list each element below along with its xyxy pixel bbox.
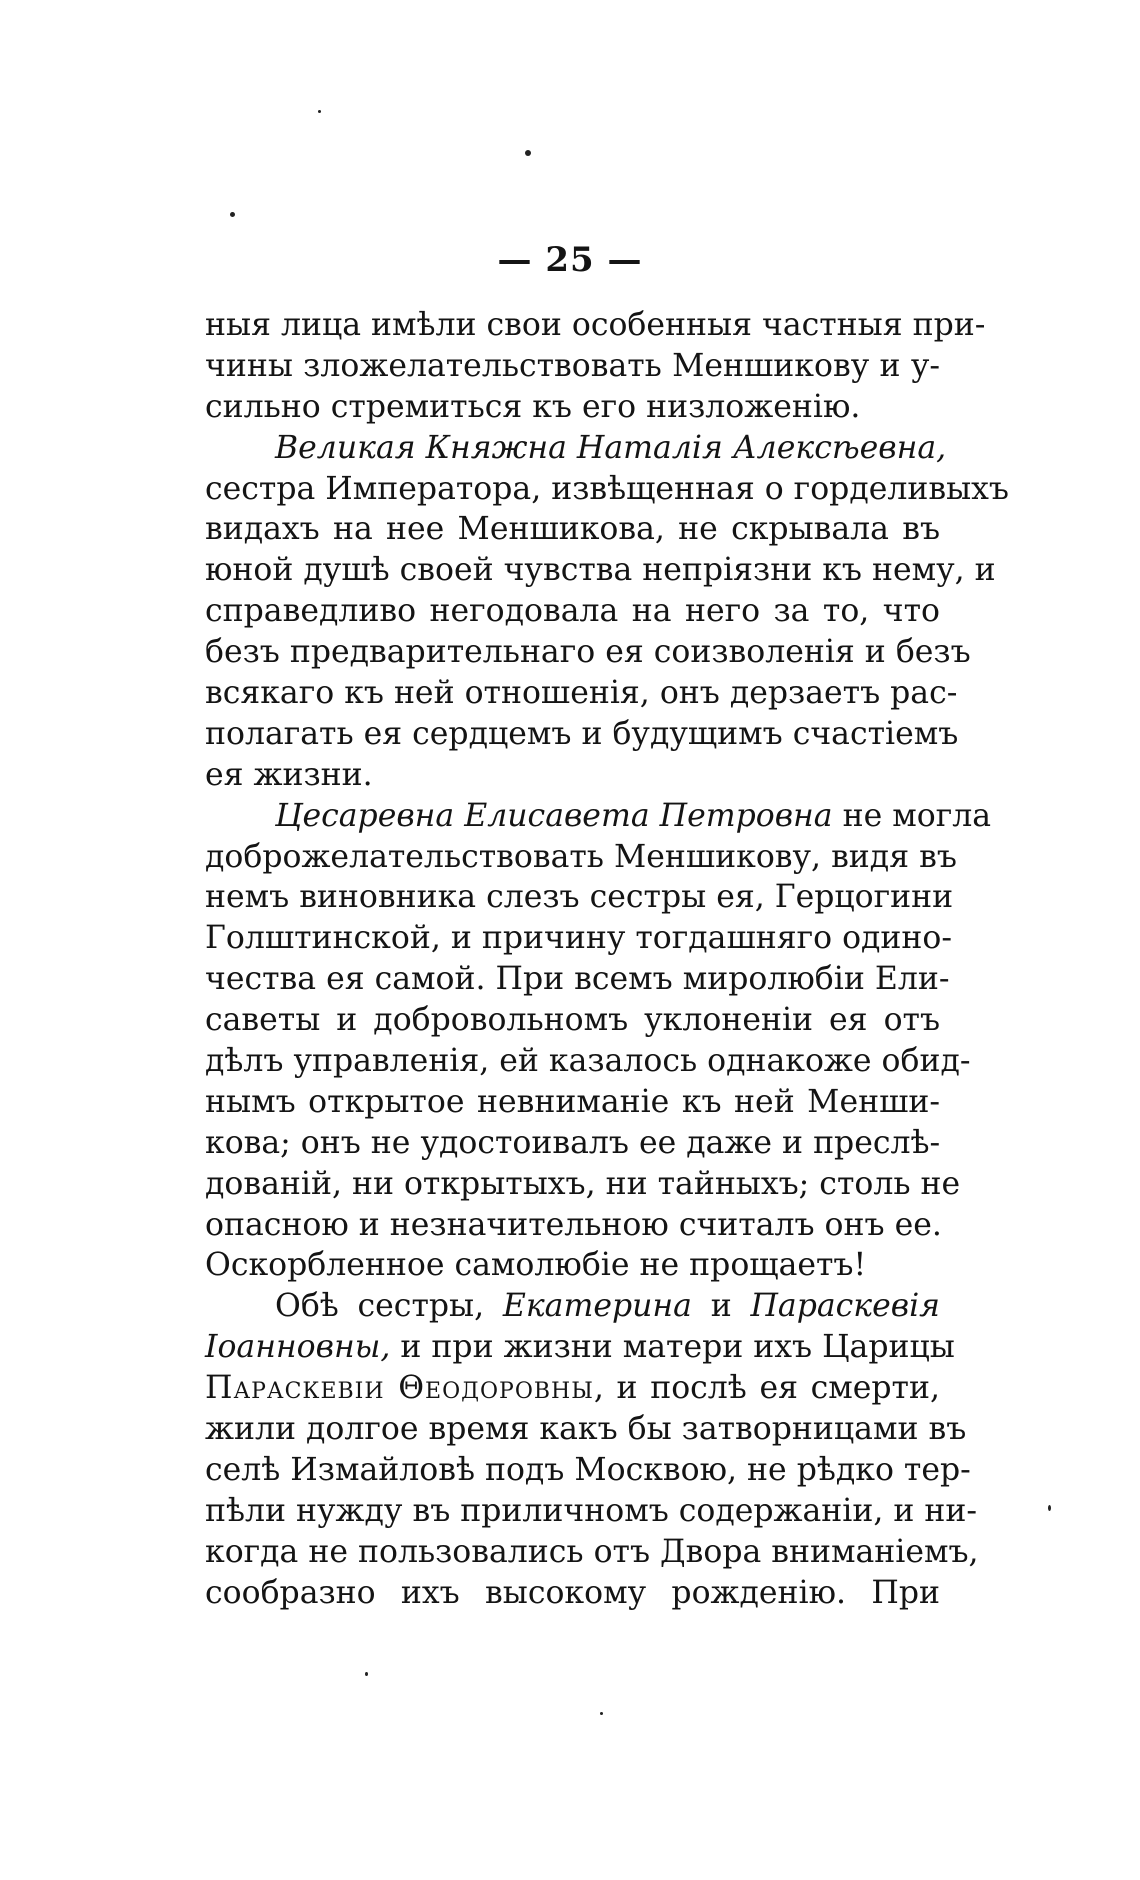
text-line: чины зложелательствовать Меншикову и у- xyxy=(205,347,940,384)
text-line: справедливо негодовала на него за то, что xyxy=(205,593,940,630)
text-line: дованій, ни открытыхъ, ни тайныхъ; столь не xyxy=(205,1165,961,1202)
text-line: нымъ открытое невниманіе къ ней Менши- xyxy=(205,1083,940,1120)
scan-speck xyxy=(1048,1505,1051,1511)
text-line: сообразно ихъ высокому рожденію. При xyxy=(205,1574,940,1611)
text-run: , и послѣ ея смерти, xyxy=(593,1370,940,1407)
text-line: доброжелательствовать Меншикову, видя въ xyxy=(205,838,957,875)
small-caps-name: Параскевіи Θеодоровны xyxy=(205,1370,594,1407)
text-line: пѣли нужду въ приличномъ содержаніи, и ни- xyxy=(205,1492,978,1529)
page-number: — 25 — xyxy=(497,240,643,280)
text-run: не могла xyxy=(842,797,992,834)
text-line: сильно стремиться къ его низложенію. xyxy=(205,388,861,425)
text-line: всякаго къ ней отношенія, онъ дерзаетъ рас- xyxy=(205,675,958,712)
text-line: сестра Императора, извѣщенная о горделивыхъ xyxy=(205,470,1009,507)
text-line: опасною и незначительною считалъ онъ ее. xyxy=(205,1206,942,1243)
italic-name: Цесаревна Елисавета Петровна xyxy=(275,797,833,834)
text-line: жили долгое время какъ бы затворницами въ xyxy=(205,1411,967,1448)
text-line: видахъ на нее Меншикова, не скрывала въ xyxy=(205,511,940,548)
scan-speck xyxy=(600,1712,603,1715)
text-line: чества ея самой. При всемъ миролюбіи Ели- xyxy=(205,961,950,998)
italic-name: Екатерина xyxy=(502,1288,692,1325)
text-line: безъ предварительнаго ея соизволенія и безъ xyxy=(205,634,971,671)
scan-speck xyxy=(365,1672,368,1676)
text-line: Оскорбленное самолюбіе не прощаетъ! xyxy=(205,1247,867,1284)
text-line xyxy=(205,1327,955,1368)
text-line: ея жизни. xyxy=(205,756,373,793)
text-line: селѣ Измайловѣ подъ Москвою, не рѣдко тер- xyxy=(205,1451,971,1488)
italic-name: Іоанновны, xyxy=(205,1329,391,1366)
scan-speck xyxy=(525,150,531,156)
text-line: Голштинской, и причину тогдашняго одино- xyxy=(205,920,953,957)
text-line xyxy=(205,796,992,837)
text-run: и xyxy=(710,1288,732,1325)
text-line: кова; онъ не удостоивалъ ее даже и преслѣ- xyxy=(205,1124,941,1161)
text-line: Великая Княжна Наталія Алексѣевна, xyxy=(275,429,947,466)
text-line: полагать ея сердцемъ и будущимъ счастіемъ xyxy=(205,715,959,752)
text-line: саветы и добровольномъ уклоненіи ея отъ xyxy=(205,1002,940,1039)
text-line: юной душѣ своей чувства непріязни къ нему, и xyxy=(205,552,996,589)
text-run: Обѣ сестры, xyxy=(275,1288,485,1325)
text-run: и при жизни матери ихъ Царицы xyxy=(400,1329,955,1366)
text-line: когда не пользовались отъ Двора вниманіемъ, xyxy=(205,1533,979,1570)
scan-speck xyxy=(230,212,235,217)
body-text xyxy=(205,305,1009,1614)
text-line: дѣлъ управленія, ей казалось однакоже обид- xyxy=(205,1043,971,1080)
scan-speck xyxy=(318,110,321,113)
text-line xyxy=(205,1368,940,1409)
italic-name: Параскевія xyxy=(750,1288,941,1325)
text-line: немъ виновника слезъ сестры ея, Герцогини xyxy=(205,879,954,916)
text-line: ныя лица имѣли свои особенныя частныя при- xyxy=(205,307,986,343)
text-line xyxy=(205,1286,940,1327)
